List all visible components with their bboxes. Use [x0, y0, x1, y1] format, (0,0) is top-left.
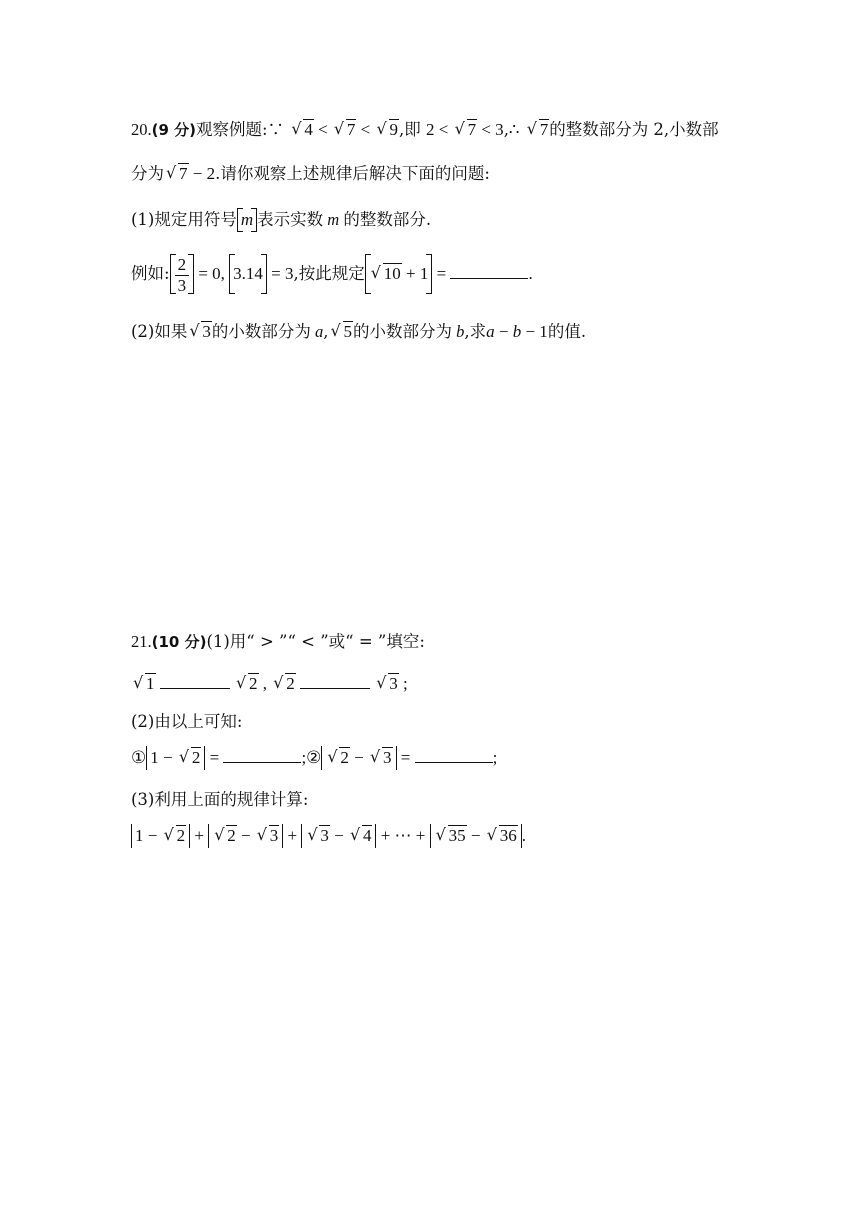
a-minus-b-minus-1-expression: a − b − 1	[486, 322, 548, 341]
q21-part1-text: (1)用“ > ”“ < ”或“ = ”填空:	[206, 632, 425, 651]
sqrt7-expression: √ 7	[525, 120, 550, 139]
sqrt5-expression: √ 5	[329, 322, 354, 341]
answer-blank-q20[interactable]	[450, 260, 528, 279]
inequality-expression-2: 2 < √ 7 < 3	[426, 120, 504, 139]
inequality-expression: √ 4 < √ 7 < √ 9	[289, 120, 399, 139]
q21-part-2	[131, 708, 242, 736]
answer-blank-4[interactable]	[415, 744, 493, 763]
q20-part2-text-f: 的值.	[547, 322, 587, 341]
q20-intro-text-c: ,∴	[503, 120, 520, 139]
q21-line-1	[131, 628, 425, 656]
sum-expression: 1 − √ 2 + √ 2 − √ 3 + √ 3 − √ 4 + ⋯ + √ 35 − √ 36 .	[131, 826, 526, 845]
q20-example-text-a: 例如:	[131, 264, 170, 283]
q21-score: (10 分)	[151, 633, 207, 651]
example-expression: $\frac{2}{3}$ = 0, 3.14 = 3	[170, 264, 294, 283]
q20-part1-text-c: 的整数部分.	[343, 210, 432, 229]
q20-part2-text-e: ,求	[464, 322, 487, 341]
answer-blank-1[interactable]	[160, 670, 230, 689]
sqrt3-expression: √ 3	[187, 322, 212, 341]
q21-sum-line	[131, 822, 526, 850]
q20-line2-text-b: .请你观察上述规律后解决下面的问题:	[215, 164, 490, 183]
q20-line2-text-a: 分为	[131, 164, 164, 183]
sqrt10-plus-1-expression: √ 10 + 1 =	[365, 264, 451, 283]
q20-part2-text-c: ,	[323, 322, 329, 341]
q21-abs-line	[131, 744, 497, 772]
decimal-part-expression: √ 7 − 2	[164, 164, 215, 183]
q21-number: 21.	[131, 632, 152, 651]
q21-part-3	[131, 786, 308, 814]
bracket-m-expression: m	[237, 210, 257, 229]
answer-blank-2[interactable]	[300, 670, 370, 689]
abs-expressions: ① 1 − √ 2 = ;②√ 2 − √ 3 = ;	[131, 748, 497, 767]
q20-part-2	[131, 318, 586, 346]
q20-intro-text: 观察例题:∵	[196, 120, 285, 139]
q20-part2-text-a: (2)如果	[131, 322, 188, 341]
variable-b: b	[452, 322, 465, 341]
q20-example-line: 例如: $\frac{2}{3}$ = 0, 3.14 = 3,按此规定√ 10 + 1 = .	[131, 252, 533, 296]
q20-intro-text-d: 的整数部分为 2,小数部	[549, 120, 719, 139]
compare-expression: √ 1 √ 2 , √ 2 √ 3 ;	[131, 674, 408, 693]
q20-part1-text-a: (1)规定用符号	[131, 210, 237, 229]
variable-m: m	[323, 210, 344, 229]
q21-part2-text: (2)由以上可知:	[131, 712, 243, 731]
answer-blank-3[interactable]	[223, 744, 301, 763]
q20-number: 20.	[131, 120, 152, 139]
q20-intro-text-b: ,即	[399, 120, 421, 139]
variable-a: a	[310, 322, 324, 341]
q20-example-text-b: ,按此规定	[293, 264, 365, 283]
q20-part2-text-b: 的小数部分为	[211, 322, 311, 341]
q20-line-2	[131, 160, 490, 188]
q21-part3-text: (3)利用上面的规律计算:	[131, 790, 309, 809]
q20-part-1	[131, 206, 431, 234]
q20-score: (9 分)	[151, 121, 196, 139]
q20-part2-text-d: 的小数部分为	[353, 322, 452, 341]
q20-part1-text-b: 表示实数	[257, 210, 324, 229]
q20-line-1	[131, 116, 719, 144]
q21-compare-line	[131, 670, 408, 698]
